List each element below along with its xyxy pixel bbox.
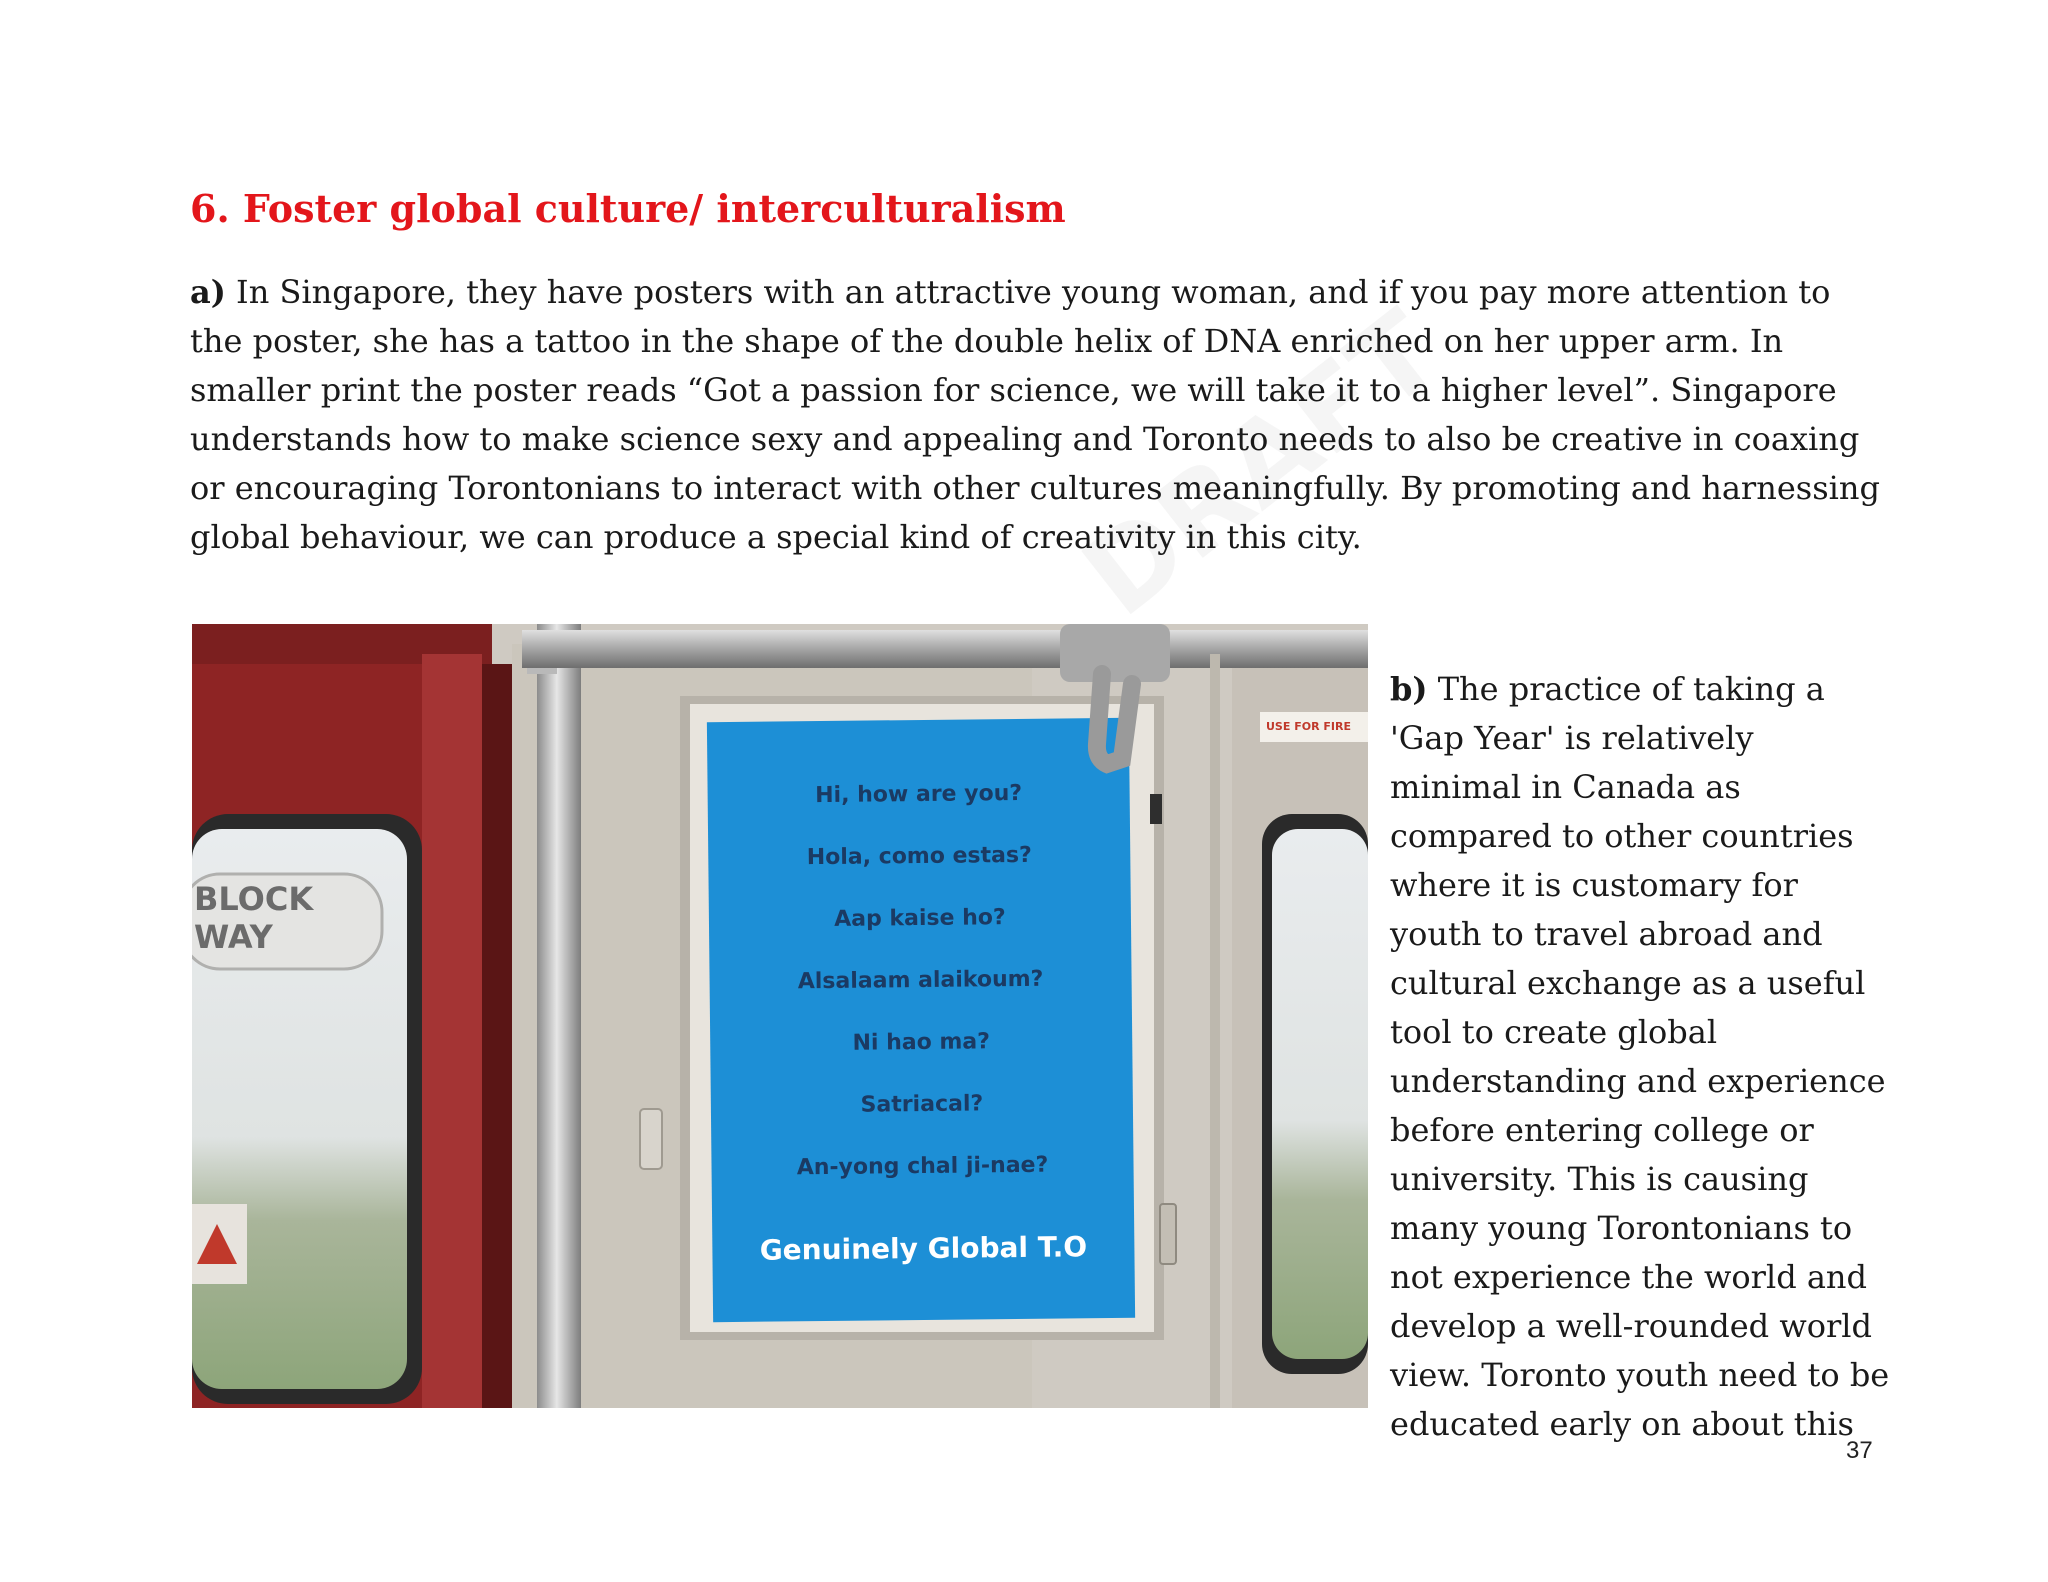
poster-line: An-yong chal ji-nae?: [796, 1152, 1049, 1181]
poster-line: Satriacal?: [860, 1091, 984, 1118]
poster-footer: Genuinely Global T.O: [759, 1230, 1088, 1267]
paragraph-b-label: b): [1390, 670, 1428, 708]
block-way-sign: [194, 880, 313, 956]
paragraph-a: [190, 268, 1890, 562]
subway-poster-photo: [192, 624, 1368, 1408]
paragraph-a-text: In Singapore, they have posters with an attractive young woman, and if you pay more attention to the poster, she has a tattoo in the shape of the double helix of DNA enriched on her upper arm. In smaller print the poster reads “Got a passion for science, we will take it to a higher level”. Singapore understands how to make science sexy and appealing and Toronto needs to also be creative in coaxing or encouraging Torontonians to interact with other cultures meaningfully. By promoting and harnessing global behaviour, we can produce a special kind of creativity in this city.: [190, 273, 1880, 556]
poster-line: Hi, how are you?: [815, 780, 1023, 809]
paragraph-a-label: a): [190, 273, 226, 311]
paragraph-b: [1390, 665, 1890, 1449]
poster-line: Ni hao ma?: [852, 1029, 991, 1056]
poster-line: Alsalaam alaikoum?: [797, 966, 1044, 995]
watermark: DRAFT: [1060, 286, 1463, 641]
poster: [707, 718, 1135, 1322]
paragraph-b-text: The practice of taking a 'Gap Year' is relatively minimal in Canada as compared to other countries where it is customary for youth to travel abroad and cultural exchange as a useful tool to create global understanding and experience before entering college or university. This is causing many young Torontonians to not experience the world and develop a well-rounded world view. Toronto youth need to be educated early on about this: [1390, 670, 1890, 1443]
sign-line-block: BLOCK: [194, 880, 314, 918]
section-heading: 6. Foster global culture/ interculturalism: [190, 186, 1066, 231]
page-number: 37: [1846, 1437, 1873, 1464]
fire-sticker-label: USE FOR FIRE: [1266, 720, 1351, 733]
sign-line-way: WAY: [194, 918, 273, 956]
poster-line: Hola, como estas?: [806, 842, 1032, 871]
poster-line: Aap kaise ho?: [834, 905, 1006, 932]
